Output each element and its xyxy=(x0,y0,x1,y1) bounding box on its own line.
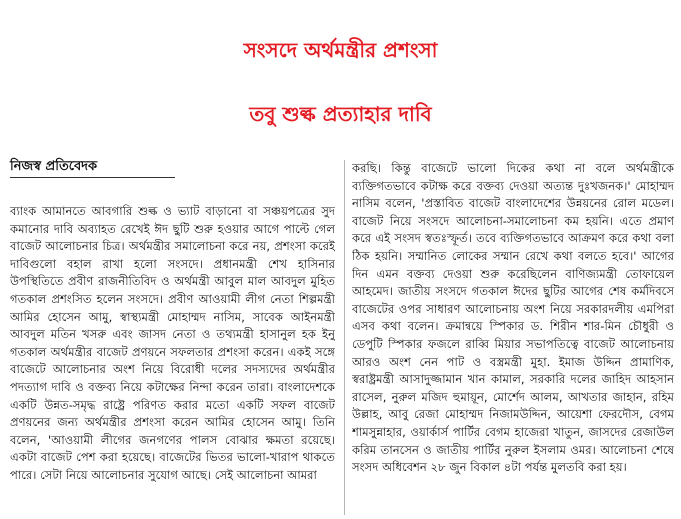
byline: নিজস্ব প্রতিবেদক xyxy=(10,158,175,178)
column-divider xyxy=(344,160,345,515)
headline-line-1: সংসদে অর্থমন্ত্রীর প্রশংসা xyxy=(243,38,438,62)
headline-line-2: তবু শুল্ক প্রত্যাহার দাবি xyxy=(249,102,432,126)
article-column-left: ব্যাংক আমানতে আবগারি শুল্ক ও ভ্যাট বাড়ানো বা সঞ্চয়পত্রের সুদ কমানোর দাবি অব্যাহত রেখেই ঈদ ছুটি শুরু হওয়ার আগে পাল্টে গেল বাজেট আলোচনার চিত্র। অর্থমন্ত্রীর সমালোচনা করে নয়, প্রশংসা করেই দাবিগুলো বহাল রাখা হলো সংসদে। প্রধানমন্ত্রী শেখ হাসিনার উপস্থিতিতে প্রবীণ রাজনীতিবিদ ও অর্থমন্ত্রী আবুল মাল আবদুল মুহিত গতকাল প্রশংসিত হলেন সংসদে। প্রবীণ আওয়ামী লীগ নেতা শিল্পমন্ত্রী আমির হোসেন আমু, স্বাস্থ্যমন্ত্রী মোহাম্মদ নাসিম, সাবেক আইনমন্ত্রী আবদুল মতিন খসরু এবং জাসদ নেতা ও তথ্যমন্ত্রী হাসানুল হক ইনু গতকাল অর্থমন্ত্রীর বাজেট প্রণয়নে সফলতার প্রশংসা করেন। একই সঙ্গে বাজেটে আলোচনার অংশ নিয়ে বিরোধী দলের সদস্যদের অর্থমন্ত্রীর পদত্যাগ দাবি ও বক্তব্য নিয়ে কটাক্ষের নিন্দা করেন তারা। বাংলাদেশকে একটি উন্নত-সমৃদ্ধ রাষ্ট্রে পরিণত করার মতো একটি সফল বাজেট প্রণয়নের জন্য অর্থমন্ত্রীর প্রশংসা করেন আমির হোসেন আমু। তিনি বলেন, 'আওয়ামী লীগের জনগণের পালস বোঝার ক্ষমতা রয়েছে। একটা বাজেট পেশ করা হয়েছে। বাজেটের ভিতর ভালো-খারাপ থাকতে পারে। সেটা নিয়ে আলোচনার সুযোগ আছে। সেই আলোচনা আমরা xyxy=(10,204,335,482)
article-column-right: করছি। কিন্তু বাজেটে ভালো দিকের কথা না বলে অর্থমন্ত্রীকে ব্যক্তিগতভাবে কটাক্ষ করে বক্তব্য দেওয়া অত্যন্ত দুঃখজনক।' মোহাম্মদ নাসিম বলেন, 'প্রস্তাবিত বাজেট বাংলাদেশের উন্নয়নের রোল মডেল। বাজেট নিয়ে সংসদে আলোচনা-সমালোচনা কম হয়নি। এতে প্রমাণ করে এই সংসদ স্বতঃস্ফূর্ত। তবে ব্যক্তিগতভাবে আক্রমণ করে কথা বলা ঠিক হয়নি। সম্মানিত লোকের সম্মান রেখে কথা বলতে হবে।' আগের দিন এমন বক্তব্য দেওয়া শুরু করেছিলেন বাণিজ্যমন্ত্রী তোফায়েল আহমেদ। জাতীয় সংসদে গতকাল ঈদের ছুটির আগের শেষ কর্মদিবসে বাজেটের ওপর সাধারণ আলোচনায় অংশ নিয়ে সরকারদলীয় এমপিরা এসব কথা বলেন। ক্রমান্বয়ে স্পিকার ড. শিরীন শার-মিন চৌধুরী ও ডেপুটি স্পিকার ফজলে রাব্বি মিয়ার সভাপতিত্বে বাজেট আলোচনায় আরও অংশ নেন পাট ও বস্ত্রমন্ত্রী মুহা. ইমাজ উদ্দিন প্রামাণিক, স্বরাষ্ট্রমন্ত্রী আসাদুজ্জামান খান কামাল, সরকারি দলের জাহিদ আহসান রাসেল, নুরুল মজিদ হুমায়ূন, মোর্শেদ আলম, আখতার জাহান, রহিম উল্লাহ, আবু রেজা মোহাম্মদ নিজামউদ্দিন, আয়েশা ফেরদৌস, বেগম শামসুন্নাহার, ওয়ার্কার্স পার্টির বেগম হাজেরা খাতুন, জাসদের রেজাউল করিম তানসেন ও জাতীয় পার্টির নুরুল ইসলাম ওমর। আলোচনা শেষে সংসদ অধিবেশন ২৮ জুন বিকাল ৪টা পর্যন্ত মুলতবি করা হয়। xyxy=(352,161,674,475)
